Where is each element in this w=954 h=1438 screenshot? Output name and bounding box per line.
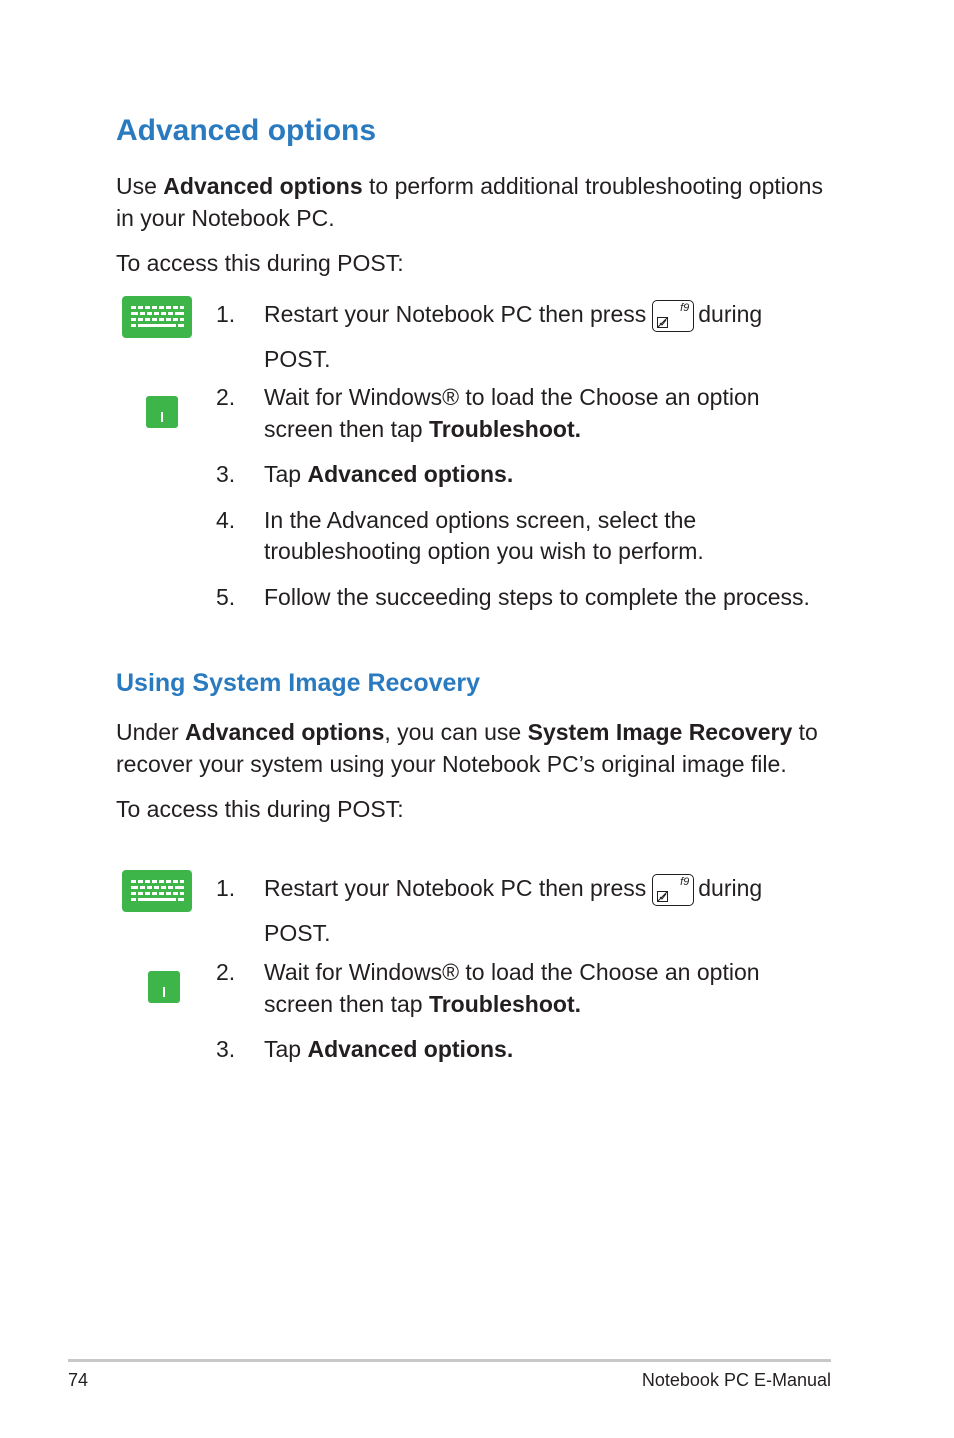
step-number: 1. bbox=[216, 875, 236, 901]
step-number: 3. bbox=[216, 461, 236, 487]
step-text: In the Advanced options screen, select the bbox=[264, 507, 697, 533]
step-text-continued: troubleshooting option you wish to perform. bbox=[264, 538, 704, 564]
step-number: 5. bbox=[216, 584, 236, 610]
step-text-continued: POST. bbox=[264, 346, 331, 372]
step-text: Follow the succeeding steps to complete the process. bbox=[264, 584, 810, 610]
footer-divider bbox=[68, 1359, 831, 1362]
step-text-continued: POST. bbox=[264, 920, 331, 946]
page-number: 74 bbox=[68, 1370, 89, 1390]
section-heading: Using System Image Recovery bbox=[116, 669, 481, 697]
step-text: Wait for Windows® to load the Choose an option bbox=[264, 959, 760, 985]
step-number: 1. bbox=[216, 301, 236, 327]
step-text: Restart your Notebook PC then press f9 during bbox=[264, 298, 844, 332]
manual-title: Notebook PC E-Manual bbox=[641, 1370, 831, 1390]
access-instruction: To access this during POST: bbox=[116, 250, 404, 276]
f9-key-icon: f9 bbox=[652, 300, 694, 332]
step-text-continued: screen then tap Troubleshoot. bbox=[264, 416, 582, 442]
step-text: Wait for Windows® to load the Choose an option bbox=[264, 384, 760, 410]
step-number: 4. bbox=[216, 507, 236, 533]
touchscreen-icon bbox=[146, 396, 178, 428]
step-text: Restart your Notebook PC then press f9 during bbox=[264, 872, 844, 906]
keyboard-icon bbox=[122, 870, 192, 912]
touchscreen-icon bbox=[148, 971, 180, 1003]
keyboard-icon bbox=[122, 296, 192, 338]
intro-paragraph: Under Advanced options, you can use System Image Recovery to recover your system using your Notebook PC’s original image file. bbox=[116, 719, 818, 777]
step-text-continued: screen then tap Troubleshoot. bbox=[264, 991, 582, 1017]
step-number: 2. bbox=[216, 384, 236, 410]
page-title: Advanced options bbox=[116, 114, 377, 147]
step-number: 2. bbox=[216, 959, 236, 985]
f9-key-icon: f9 bbox=[652, 874, 694, 906]
step-text: Tap Advanced options. bbox=[264, 1036, 514, 1062]
step-number: 3. bbox=[216, 1036, 236, 1062]
access-instruction: To access this during POST: bbox=[116, 796, 404, 822]
intro-paragraph: Use Advanced options to perform additional troubleshooting options in your Notebook PC. bbox=[116, 173, 823, 231]
step-text: Tap Advanced options. bbox=[264, 461, 514, 487]
